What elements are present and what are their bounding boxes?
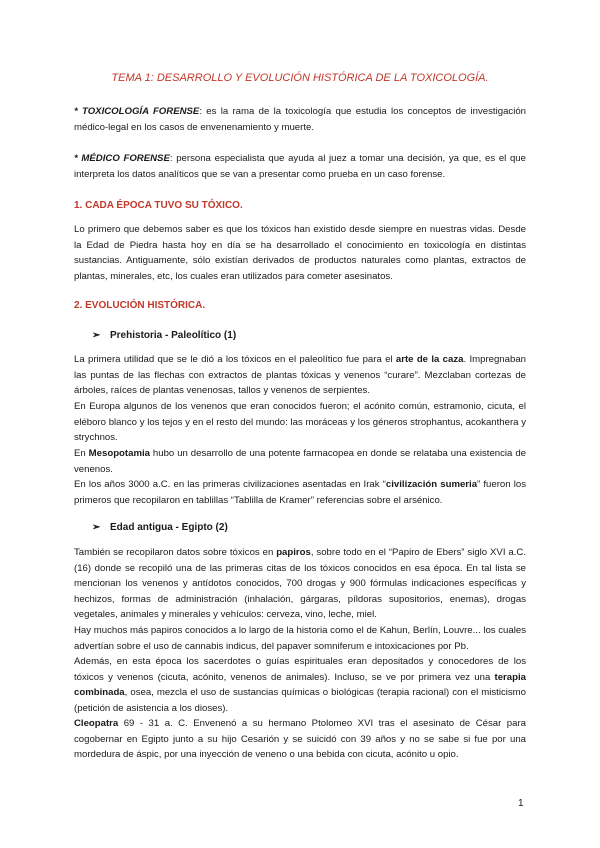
section2-heading: 2. EVOLUCIÓN HISTÓRICA. bbox=[74, 300, 206, 311]
text-run: , sobre todo en el “Papiro de Ebers” siglo XVI a.C. (16) donde se recopiló una de las primeras citas de los tóxicos conocidos en esa época. En tal lista se mencionan los venenos y antídotos conocidos, 700 drogas y 900 fórmulas indicaciones específicas y hechizos, formas de administración (inhalación, gárgaras, píldoras supositorios, enemas), drogas vegetales, animales y minerales y vehículos: cerveza, vino, leche, miel. bbox=[74, 547, 526, 620]
prehistoria-paragraph-2: En Europa algunos de los venenos que eran conocidos fueron; el acónito común, estramonio, cicuta, el eléboro blanco y los tejos y en el resto del mundo: las moráceas y los géneros strophantus, acokanthera y strychnos. bbox=[74, 401, 526, 443]
text-run: Además, en esta época los sacerdotes o guías espirituales eran depositados y conocedores de los tóxicos y venenos (cicuta, acónito, venenos de animales). Incluso, se ve por primera vez una bbox=[74, 656, 526, 683]
prehistoria-paragraph-3 bbox=[74, 446, 526, 477]
page-number: 1 bbox=[518, 798, 524, 809]
egipto-paragraph-1 bbox=[74, 545, 526, 623]
egipto-paragraph-4 bbox=[74, 716, 526, 763]
text-run: 69 - 31 a. C. Envenenó a su hermano Ptolomeo XVI tras el asesinato de César para cogobernar en Egipto junto a su hijo Cesarión y se suicidó con 39 años y no se sabe si fue por una mordedura de áspic, por una inyección de veneno o una bebida con cicuta, acónito u opio. bbox=[74, 718, 526, 760]
bold-run: civilización sumeria bbox=[385, 479, 478, 490]
text-run: En los años 3000 a.C. en las primeras civilizaciones asentadas en Irak “ bbox=[74, 479, 386, 490]
subsection-prehistoria bbox=[92, 330, 236, 341]
bold-run: arte de la caza bbox=[395, 354, 464, 365]
text-run: La primera utilidad que se le dió a los tóxicos en el paleolítico fue para el bbox=[74, 354, 396, 365]
definition-term: * MÉDICO FORENSE bbox=[74, 153, 170, 164]
subsection-egipto bbox=[92, 522, 228, 533]
definition-toxicologia bbox=[74, 104, 526, 135]
text-run: En bbox=[74, 448, 89, 459]
subsection-label: Prehistoria - Paleolítico (1) bbox=[110, 330, 237, 341]
page-title: TEMA 1: DESARROLLO Y EVOLUCIÓN HISTÓRICA DE LA TOXICOLOGÍA. bbox=[111, 72, 489, 84]
text-run: . Impregnaban las puntas de las flechas con extractos de plantas tóxicas y venenos “curare”. Mezclaban cortezas de árboles, raíces de plantas venenosas, tallos y venenos de serpientes. bbox=[74, 354, 526, 396]
arrow-bullet-icon: ➢ bbox=[92, 522, 101, 533]
section1-heading: 1. CADA ÉPOCA TUVO SU TÓXICO. bbox=[74, 200, 243, 211]
bold-run: Cleopatra bbox=[74, 718, 119, 729]
arrow-bullet-icon: ➢ bbox=[92, 330, 101, 341]
bold-run: terapia combinada bbox=[74, 671, 526, 698]
text-run: , osea, mezcla el uso de sustancias químicas o biológicas (terapia racional) con el misticismo (petición de asistencia a los dioses). bbox=[74, 687, 526, 714]
bold-run: papiros bbox=[276, 547, 311, 558]
egipto-paragraph-2: Hay muchos más papiros conocidos a lo largo de la historia como el de Kahun, Berlín, Louvre... los cuales advertían sobre el uso de cannabis indicus, del papaver somniferum e intoxicaciones por Pb. bbox=[74, 625, 526, 652]
definition-term: * TOXICOLOGÍA FORENSE bbox=[74, 106, 200, 117]
definition-medico bbox=[74, 151, 526, 182]
definition-text: : persona especialista que ayuda al juez a tomar una decisión, ya que, es el que interpreta los datos analíticos que se van a presentar como prueba en un caso forense. bbox=[74, 153, 526, 180]
text-run: ” fueron los primeros que recopilaron en tablillas “Tablilla de Kramer” referencias sobre el arsénico. bbox=[74, 479, 527, 506]
subsection-label: Edad antigua - Egipto (2) bbox=[110, 522, 228, 533]
text-run: hubo un desarrollo de una potente farmacopea en donde se relataba una existencia de venenos. bbox=[74, 448, 526, 475]
egipto-paragraph-3 bbox=[74, 654, 526, 716]
text-run: También se recopilaron datos sobre tóxicos en bbox=[74, 547, 277, 558]
bold-run: Mesopotamia bbox=[88, 448, 150, 459]
prehistoria-paragraph-4 bbox=[74, 477, 526, 508]
prehistoria-paragraph-1 bbox=[74, 352, 526, 399]
definition-text: : es la rama de la toxicología que estudia los conceptos de investigación médico-legal en los casos de envenenamiento y muerte. bbox=[74, 106, 527, 133]
section1-paragraph: Lo primero que debemos saber es que los tóxicos han existido desde siempre en nuestras vidas. Desde la Edad de Piedra hasta hoy en día se ha desarrollado el conocimiento en toxicología en distintas sustancias. Antiguamente, sólo existían derivados de productos naturales como plantas, extractos de plantas, minerales, etc, los cuales eran utilizados para cometer asesinatos. bbox=[74, 224, 526, 282]
